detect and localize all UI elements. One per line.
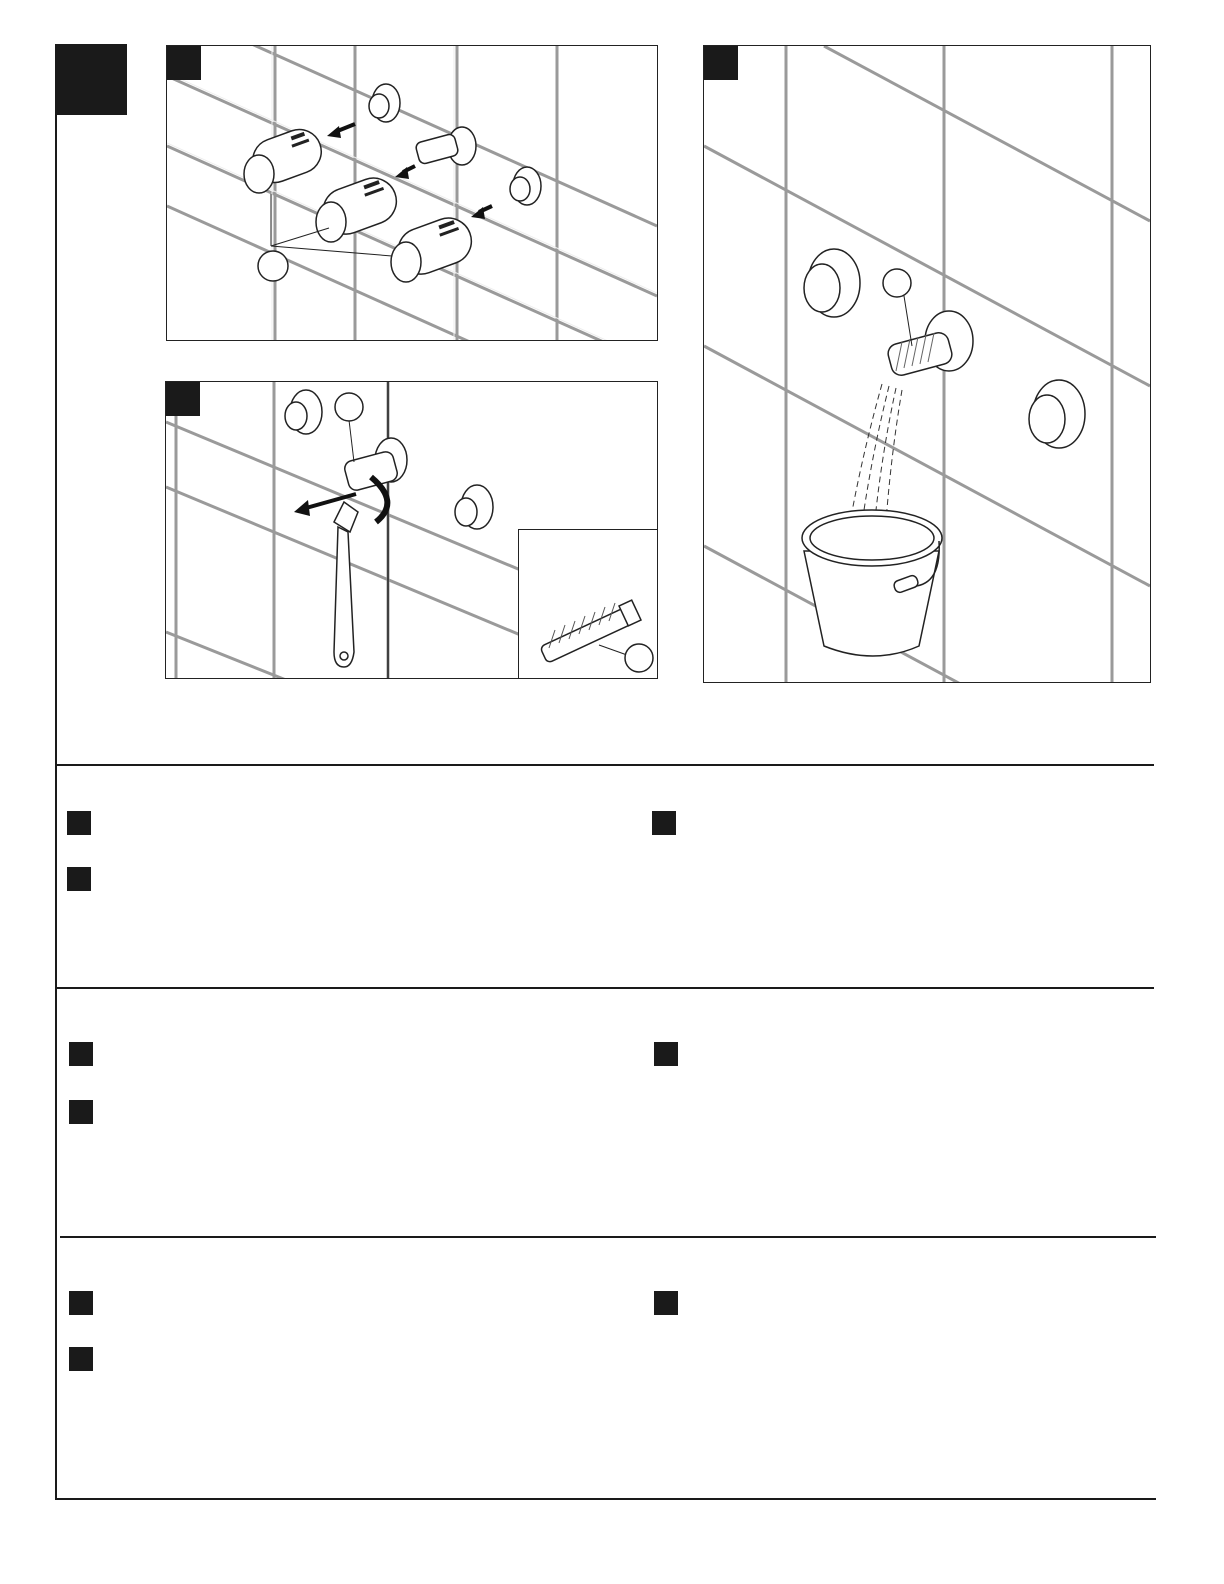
panel-b-tag xyxy=(166,382,200,416)
section-3-right-marker-1 xyxy=(654,1291,678,1315)
cap-3 xyxy=(391,212,478,282)
cap-2 xyxy=(316,172,403,242)
illustration-panel-b xyxy=(165,381,658,679)
bucket xyxy=(802,510,942,656)
section-divider-1 xyxy=(56,764,1154,766)
section-1-left-marker-2 xyxy=(67,867,91,891)
callout-circle-b1 xyxy=(335,393,363,421)
section-3-left-marker-1 xyxy=(69,1291,93,1315)
panel-c-drawing xyxy=(704,46,1150,682)
nipple-inset xyxy=(518,529,658,679)
callout-circle-a xyxy=(258,251,288,281)
section-1-right-marker-1 xyxy=(652,811,676,835)
cap-1 xyxy=(244,123,327,193)
panel-a-drawing xyxy=(167,46,657,340)
panel-a-tag xyxy=(167,46,201,80)
section-1-left-marker-1 xyxy=(67,811,91,835)
section-divider-4 xyxy=(56,1498,1156,1500)
callout-circle-c xyxy=(883,269,911,297)
section-divider-3 xyxy=(60,1236,1156,1238)
section-3-left-marker-2 xyxy=(69,1347,93,1371)
left-margin-rule xyxy=(55,44,57,1500)
illustration-panel-c xyxy=(703,45,1151,683)
wrench xyxy=(334,502,358,667)
step-marker-block xyxy=(56,44,127,115)
wall-fittings xyxy=(369,84,541,205)
section-2-left-marker-1 xyxy=(69,1042,93,1066)
panel-c-tag xyxy=(704,46,738,80)
section-divider-2 xyxy=(56,987,1154,989)
section-2-left-marker-2 xyxy=(69,1100,93,1124)
section-2-right-marker-1 xyxy=(654,1042,678,1066)
illustration-panel-a xyxy=(166,45,658,341)
callout-circle-b2 xyxy=(625,644,653,672)
